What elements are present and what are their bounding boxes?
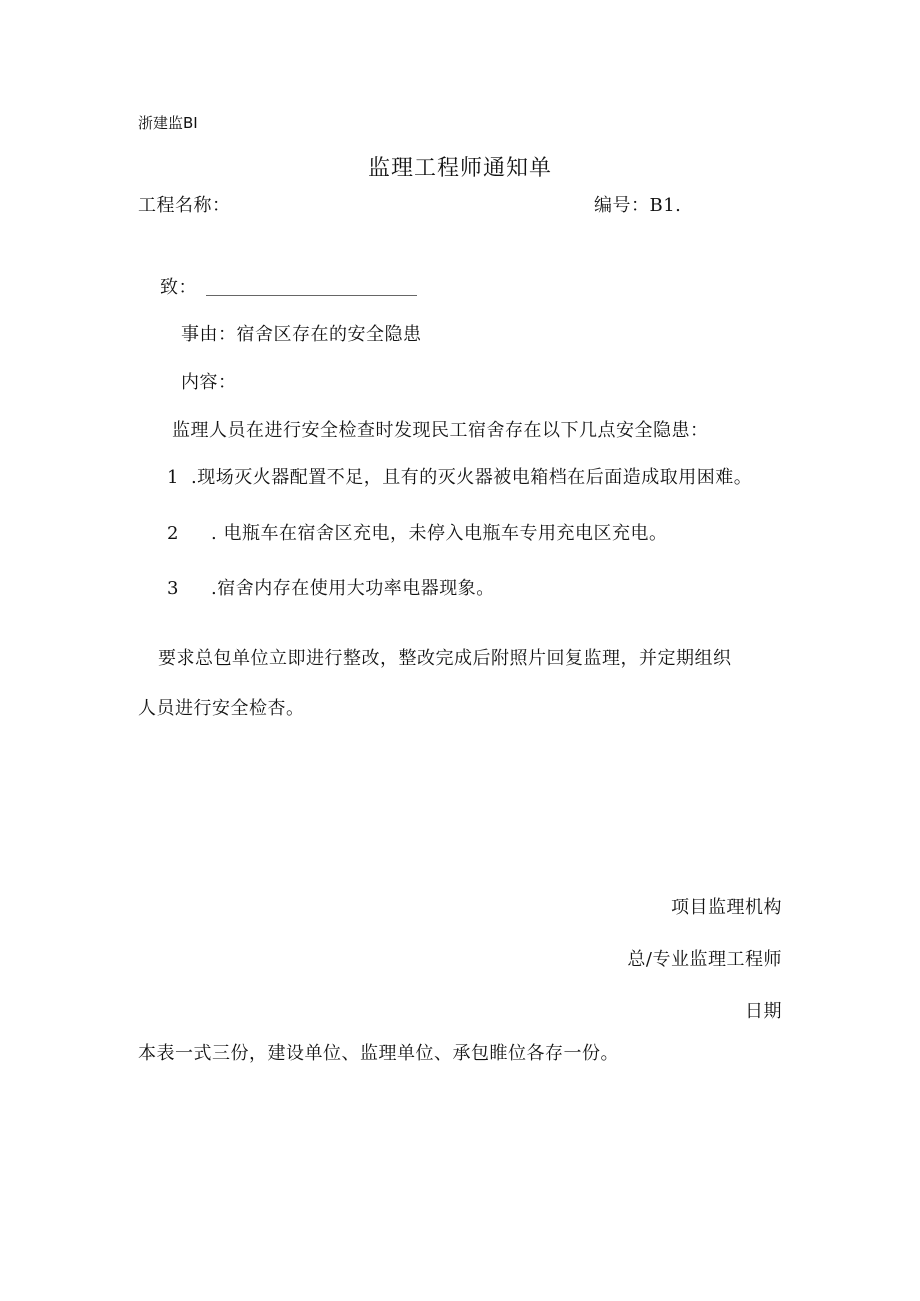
list-item [167, 469, 752, 487]
signature-date: 日期 [745, 1001, 782, 1022]
requirement-line-2: 人员进行安全检杏。 [138, 698, 305, 719]
intro-paragraph: 监理人员在进行安全检查时发现民工宿舍存在以下几点安全隐患： [172, 420, 709, 441]
reason-line: 事由：宿舍区存在的安全隐患 [181, 324, 422, 345]
form-code: 浙建监BI [138, 114, 198, 132]
list-item-number: 3 [167, 578, 179, 599]
signature-engineer: 总/专业监理工程师 [627, 949, 782, 970]
addressee-label: 致： [160, 277, 197, 298]
list-item [167, 580, 495, 598]
list-item [167, 525, 667, 543]
list-item-text: .宿舍内存在使用大功率电器现象。 [211, 578, 495, 599]
list-item-number: 1 [167, 467, 179, 488]
list-item-text: . 电瓶车在宿舍区充电，未停入电瓶车专用充电区充电。 [211, 523, 668, 544]
signature-org: 项目监理机构 [671, 897, 782, 918]
list-item-text: .现场灭火器配置不足，且有的灭火器被电箱档在后面造成取用困难。 [191, 467, 753, 488]
list-item-number: 2 [167, 523, 179, 544]
addressee-underline [206, 295, 417, 296]
content-label: 内容： [181, 372, 237, 393]
document-title: 监理工程师通知单 [367, 156, 552, 181]
document-number: 编号：B1. [594, 195, 682, 216]
footer-note: 本表一式三份，建设单位、监理单位、承包睢位各存一份。 [138, 1043, 619, 1064]
project-name-label: 工程名称： [138, 195, 231, 216]
requirement-line-1: 要求总包单位立即进行整改，整改完成后附照片回复监理，并定期组织 [158, 648, 732, 669]
